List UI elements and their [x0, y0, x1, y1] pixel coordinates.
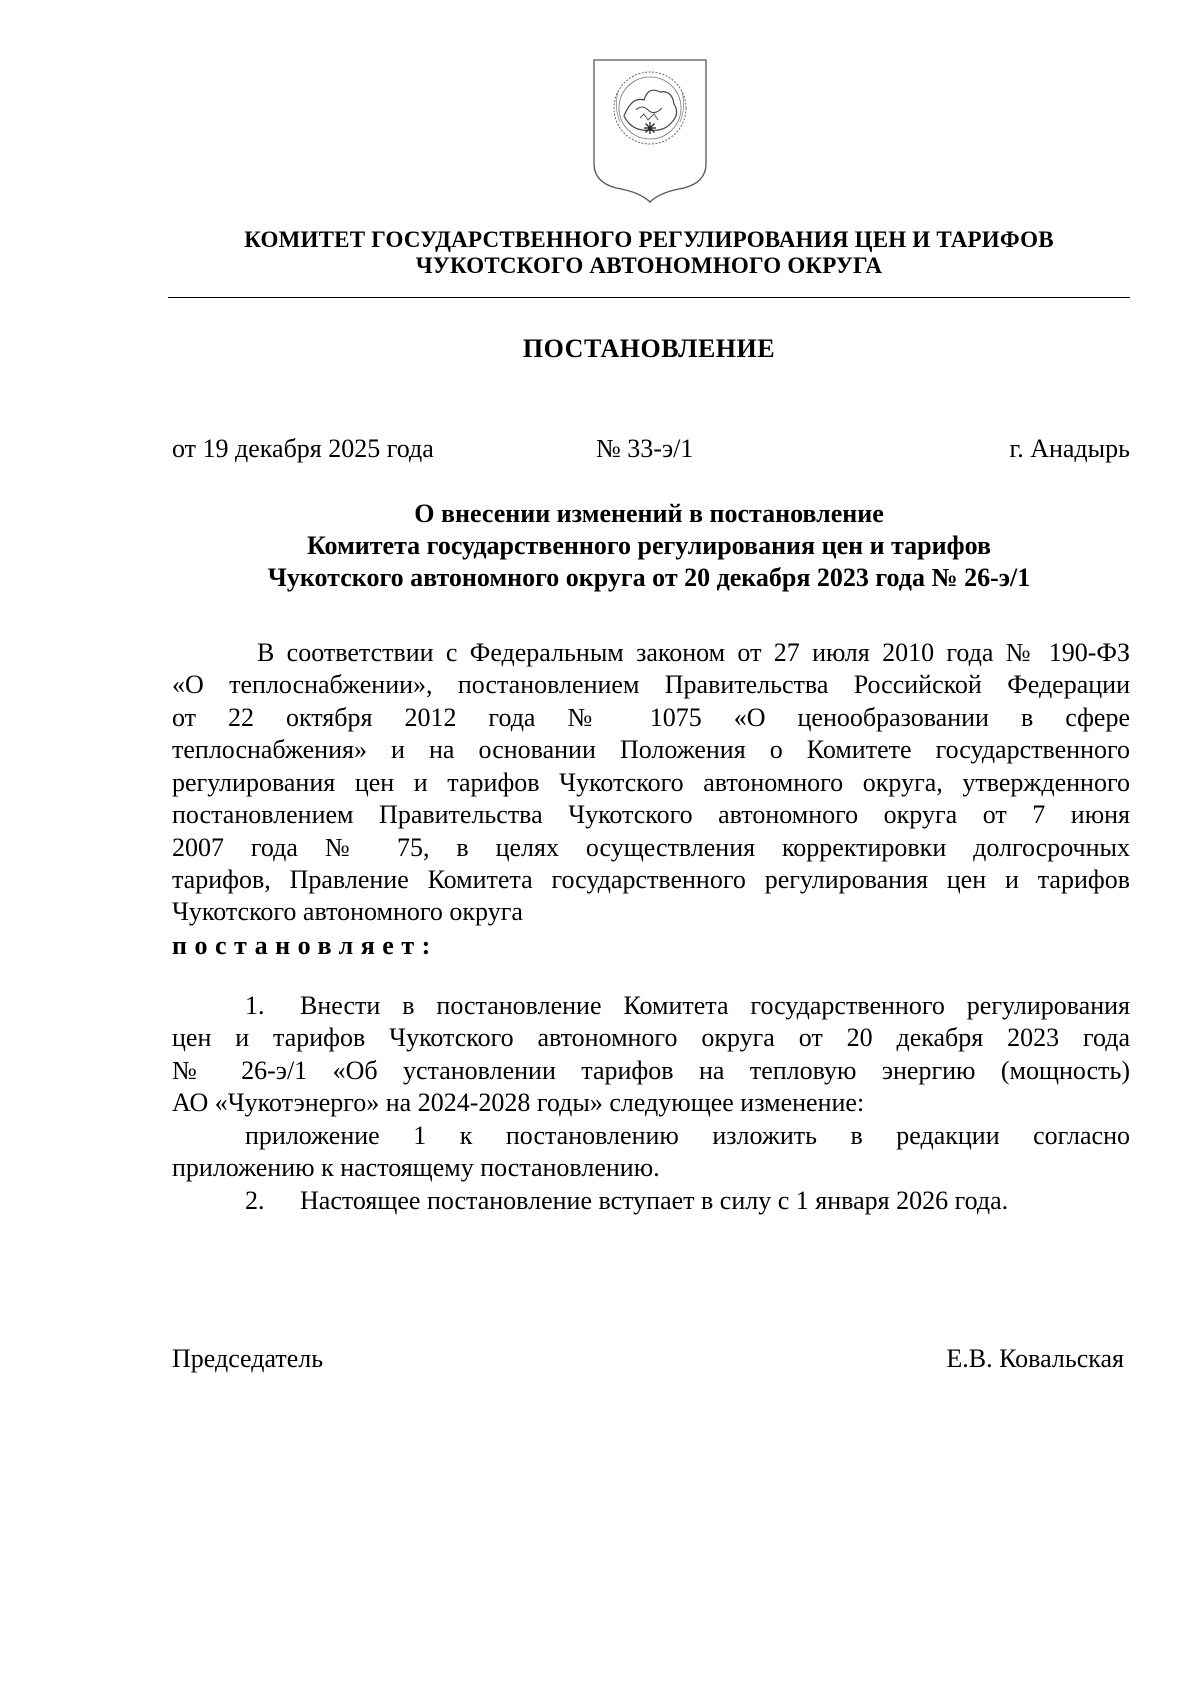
title-line-1: О внесении изменений в постановление [414, 499, 884, 528]
preamble-line-3: от 22 октября 2012 года № 1075 «О ценообразовании в сфере [172, 703, 1130, 732]
document-city: г. Анадырь [1009, 434, 1130, 463]
preamble-line-1: В соответствии с Федеральным законом от 27 июля 2010 года № 190-ФЗ [257, 638, 1130, 667]
item-2-line-1: Настоящее постановление вступает в силу с 1 января 2026 года. [300, 1186, 1009, 1215]
header-divider [168, 297, 1130, 298]
document-number: № 33-э/1 [596, 434, 694, 463]
org-name-line-2: ЧУКОТСКОГО АВТОНОМНОГО ОКРУГА [415, 253, 883, 278]
item-1-line-1: Внести в постановление Комитета государственного регулирования [300, 991, 1130, 1020]
item-1-sub-line-2: приложению к настоящему постановлению. [172, 1153, 660, 1182]
preamble-line-7: 2007 года № 75, в целях осуществления корректировки долгосрочных [172, 833, 1130, 862]
item-1-line-3: № 26-э/1 «Об установлении тарифов на тепловую энергию (мощность) [172, 1056, 1130, 1085]
item-1-line-4: АО «Чукотэнерго» на 2024-2028 годы» следующее изменение: [172, 1088, 865, 1117]
preamble-line-9: Чукотского автономного округа [172, 897, 523, 926]
title-line-3: Чукотского автономного округа от 20 декабря 2023 года № 26-э/1 [267, 563, 1031, 592]
preamble-line-5: регулирования цен и тарифов Чукотского автономного округа, утвержденного [172, 768, 1130, 797]
document-date: от 19 декабря 2025 года [172, 434, 434, 463]
item-1-number: 1. [245, 991, 265, 1020]
item-2-number: 2. [245, 1186, 265, 1215]
item-1-sub-line-1: приложение 1 к постановлению изложить в редакции согласно [245, 1121, 1130, 1150]
item-1-line-2: цен и тарифов Чукотского автономного округа от 20 декабря 2023 года [172, 1023, 1130, 1052]
document-type: ПОСТАНОВЛЕНИЕ [522, 334, 776, 363]
preamble-line-6: постановлением Правительства Чукотского автономного округа от 7 июня [172, 800, 1130, 829]
title-line-2: Комитета государственного регулирования цен и тарифов [307, 531, 991, 560]
coat-of-arms-icon [588, 56, 712, 206]
preamble-line-4: теплоснабжения» и на основании Положения о Комитете государственного [172, 735, 1130, 764]
org-name-line-1: КОМИТЕТ ГОСУДАРСТВЕННОГО РЕГУЛИРОВАНИЯ ЦЕН И ТАРИФОВ [244, 227, 1054, 252]
preamble-line-8: тарифов, Правление Комитета государственного регулирования цен и тарифов [172, 865, 1130, 894]
decree-word: постановляет: [172, 931, 438, 960]
signatory-name: Е.В. Ковальская [946, 1344, 1124, 1373]
preamble-line-2: «О теплоснабжении», постановлением Правительства Российской Федерации [172, 670, 1130, 699]
signatory-position: Председатель [172, 1344, 324, 1373]
